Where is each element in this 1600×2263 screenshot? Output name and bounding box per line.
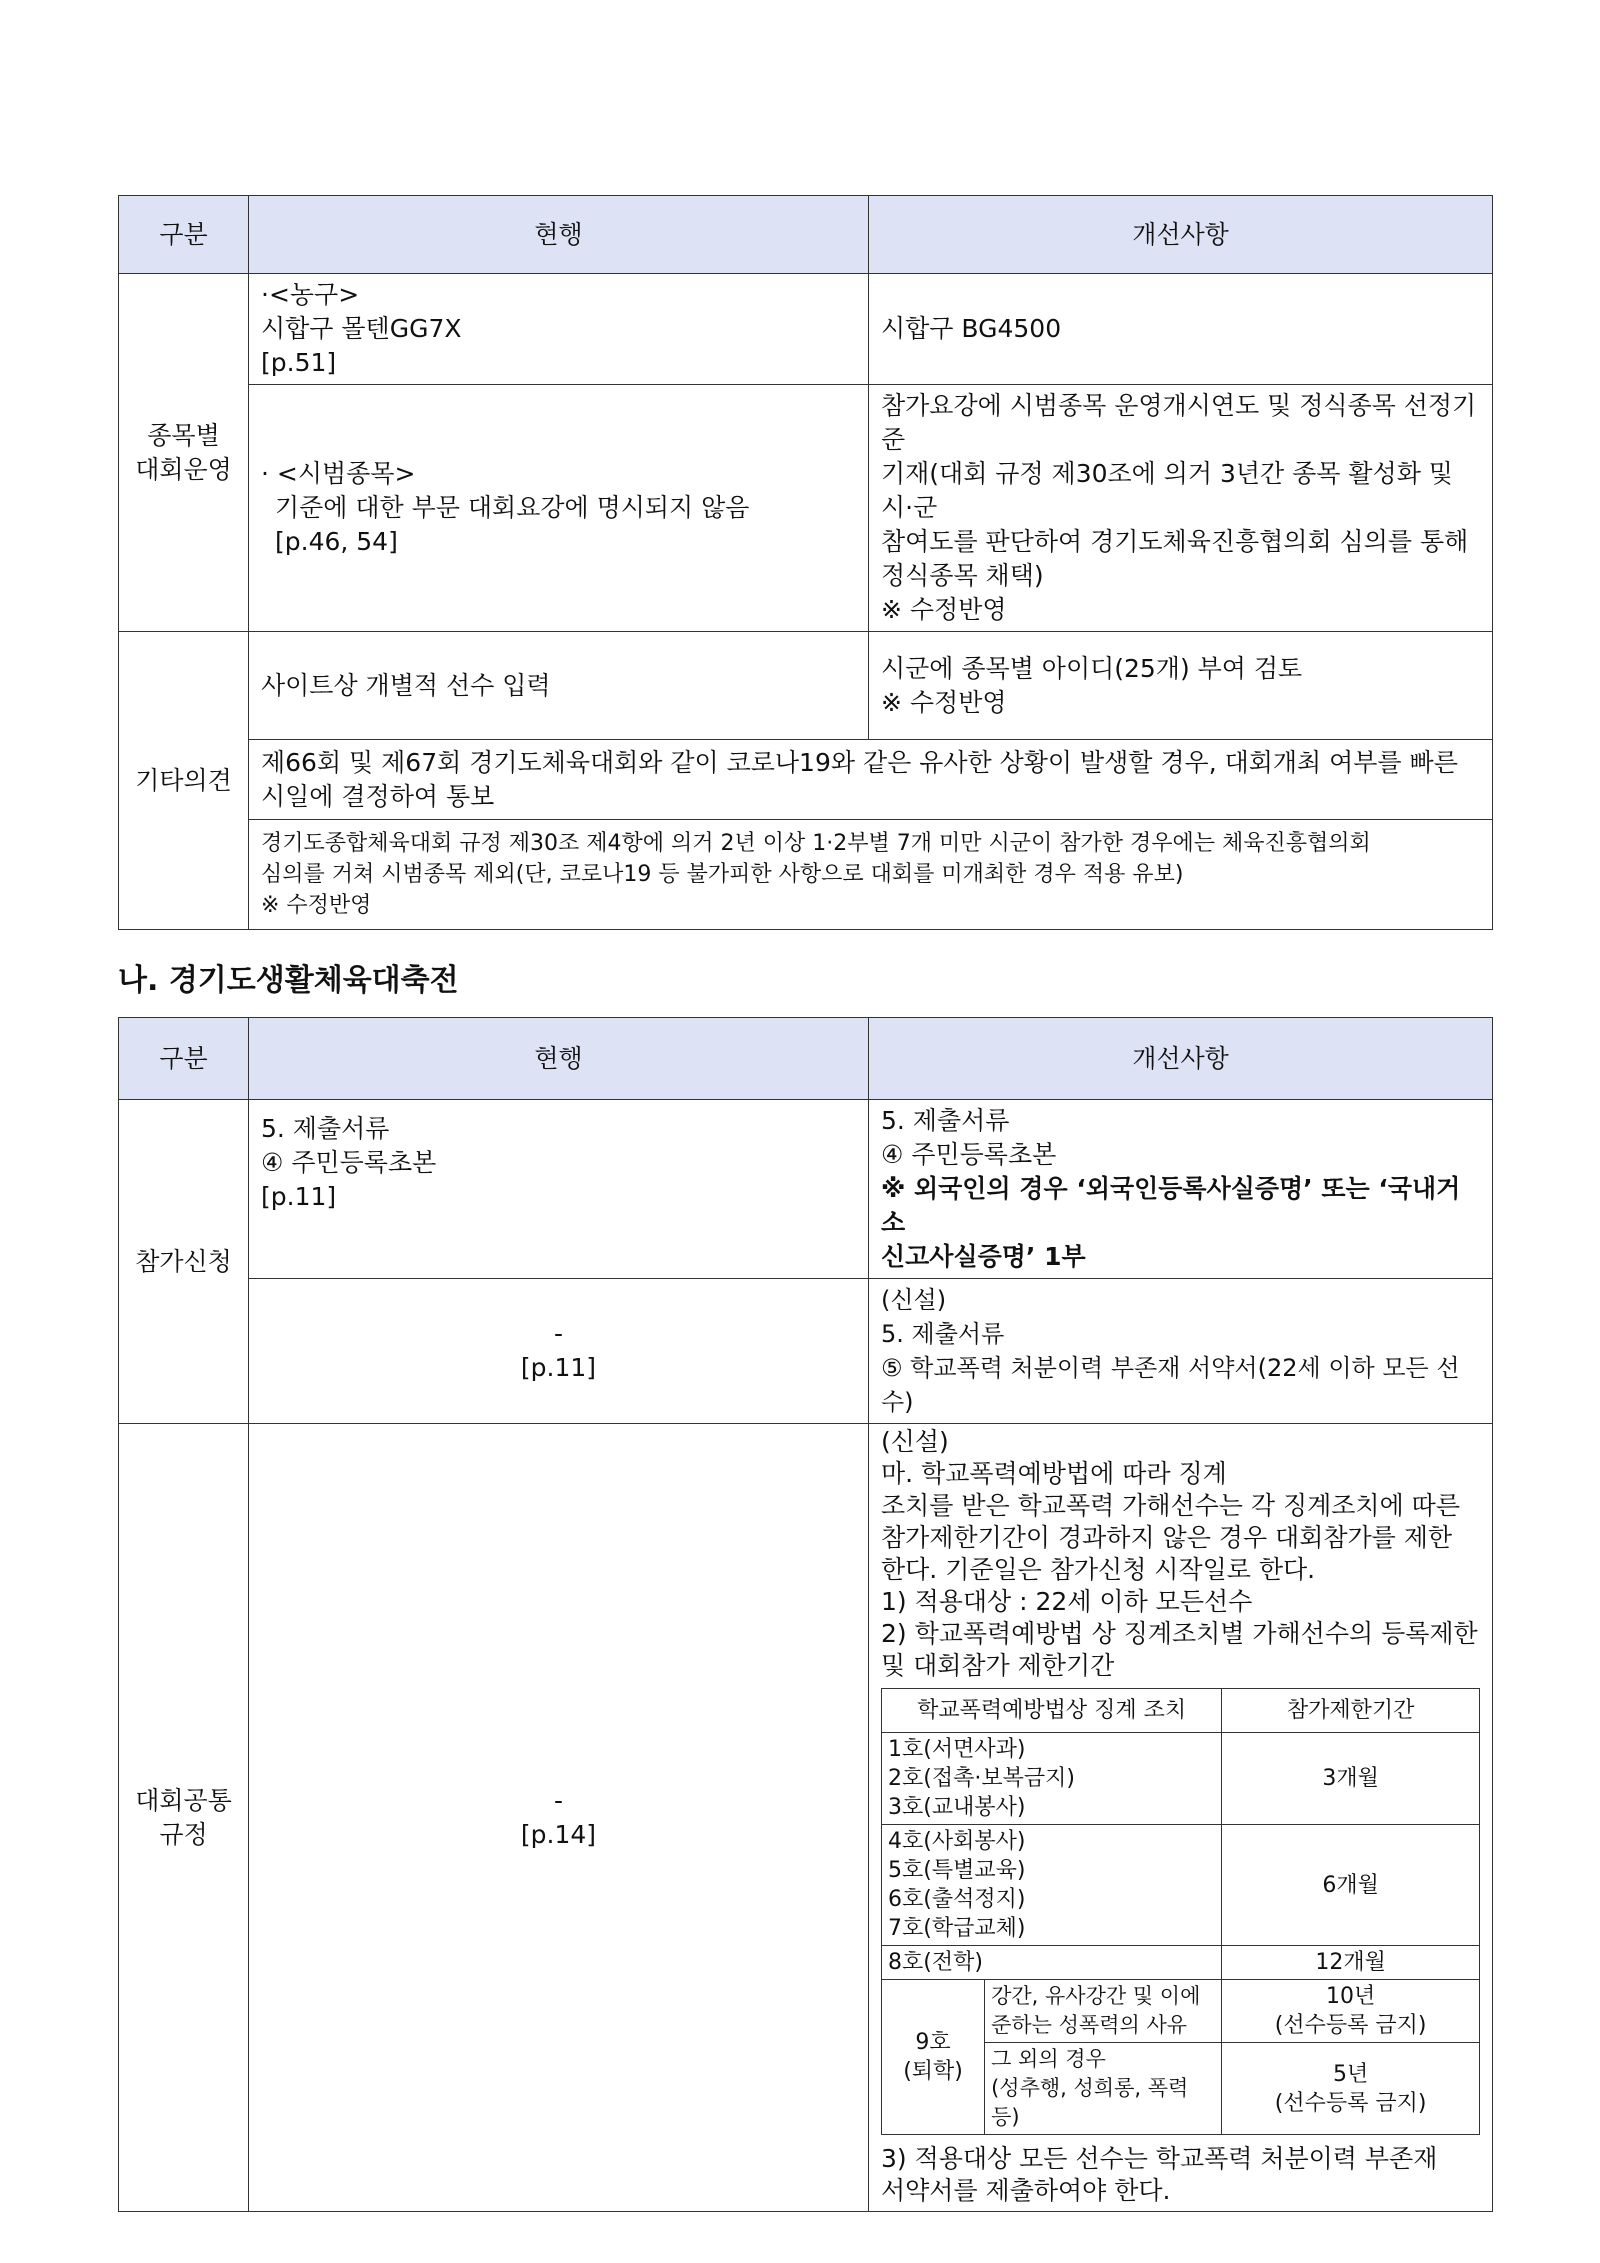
improvement-cell bbox=[869, 385, 1493, 632]
category-line: 대회공통 bbox=[135, 1785, 232, 1815]
text-line: (성추행, 성희롱, 폭력 등) bbox=[991, 2076, 1189, 2129]
text-line: ④ 주민등록초본 bbox=[261, 1148, 437, 1177]
text-line: (퇴학) bbox=[903, 2059, 963, 2084]
current-cell bbox=[249, 1424, 869, 2212]
category-event-operation bbox=[119, 274, 249, 632]
text-line: [p.46, 54] bbox=[275, 527, 398, 556]
text-line: (선수등록 금지) bbox=[1274, 2013, 1427, 2038]
text-line: ※ 수정반영 bbox=[261, 893, 372, 918]
table-row bbox=[119, 274, 1493, 385]
table-1-header-row bbox=[119, 196, 1493, 274]
text-line: [p.14] bbox=[520, 1819, 597, 1849]
text-line: 기준에 대한 부문 대회요강에 명시되지 않음 bbox=[275, 493, 750, 522]
merged-cell bbox=[249, 820, 1493, 930]
text-line: [p.11] bbox=[520, 1353, 597, 1382]
improvement-cell bbox=[869, 1100, 1493, 1279]
text-line: 시합구 BG4500 bbox=[881, 314, 1062, 343]
sanction-expulsion-label bbox=[882, 1980, 985, 2135]
text-line: 7호(학급교체) bbox=[888, 1916, 1026, 1941]
improvement-cell bbox=[869, 632, 1493, 740]
sanction-period bbox=[1222, 1980, 1480, 2043]
text-line: 준하는 성폭력의 사유 bbox=[991, 2013, 1188, 2037]
sanction-table bbox=[881, 1688, 1480, 2135]
sanction-reason bbox=[985, 1980, 1222, 2043]
text-line: (신설) bbox=[881, 1427, 949, 1456]
sanction-measure bbox=[882, 1733, 1222, 1825]
sanction-period: 12개월 bbox=[1222, 1946, 1480, 1980]
text-line: 5호(특별교육) bbox=[888, 1858, 1026, 1883]
text-line: 정식종목 채택) bbox=[881, 561, 1044, 590]
text-line: - bbox=[553, 1785, 564, 1815]
text-line: 신고사실증명’ 1부 bbox=[881, 1242, 1086, 1271]
category-line: 대회운영 bbox=[135, 454, 232, 484]
table-2 bbox=[118, 1017, 1493, 2212]
text-line: 강간, 유사강간 및 이에 bbox=[991, 1984, 1201, 2008]
text-line: 2호(접촉·보복금지) bbox=[888, 1766, 1075, 1791]
text-line: 3호(교내봉사) bbox=[888, 1795, 1026, 1820]
text-line: ④ 주민등록초본 bbox=[881, 1140, 1057, 1169]
sanction-header-row bbox=[882, 1689, 1480, 1733]
category-application: 참가신청 bbox=[119, 1100, 249, 1424]
text-line: 3) 적용대상 모든 선수는 학교폭력 처분이력 부존재 bbox=[881, 2144, 1438, 2173]
text-line: 6호(출석정지) bbox=[888, 1887, 1026, 1912]
text-line: 조치를 받은 학교폭력 가해선수는 각 징계조치에 따른 bbox=[881, 1491, 1460, 1520]
text-line: 시일에 결정하여 통보 bbox=[261, 781, 495, 811]
text-line: 시합구 몰텐GG7X bbox=[261, 314, 462, 343]
text-line: 1) 적용대상 : 22세 이하 모든선수 bbox=[881, 1587, 1253, 1616]
category-line: 규정 bbox=[159, 1819, 208, 1849]
current-cell bbox=[249, 274, 869, 385]
sanction-reason bbox=[985, 2043, 1222, 2135]
improvement-cell bbox=[869, 1424, 1493, 2212]
sanction-header-period: 참가제한기간 bbox=[1222, 1689, 1480, 1733]
sanction-measure: 8호(전학) bbox=[882, 1946, 1222, 1980]
table-row bbox=[119, 1279, 1493, 1424]
improvement-cell bbox=[869, 1279, 1493, 1424]
text-line: (신설) bbox=[881, 1286, 947, 1314]
sanction-period bbox=[1222, 2043, 1480, 2135]
text-line: 심의를 거쳐 시범종목 제외(단, 코로나19 등 불가피한 사항으로 대회를 미개최한 경우 적용 유보) bbox=[261, 862, 1184, 887]
header-improvement: 개선사항 bbox=[869, 196, 1493, 274]
text-line: 1호(서면사과) bbox=[888, 1737, 1026, 1762]
header-category: 구분 bbox=[119, 196, 249, 274]
text-line: [p.51] bbox=[261, 348, 337, 377]
text-line: 9호 bbox=[915, 2030, 951, 2055]
text-line: 경기도종합체육대회 규정 제30조 제4항에 의거 2년 이상 1·2부별 7개 미만 시군이 참가한 경우에는 체육진흥협의회 bbox=[261, 831, 1371, 856]
current-cell: 사이트상 개별적 선수 입력 bbox=[249, 632, 869, 740]
header-current: 현행 bbox=[249, 196, 869, 274]
text-line: 5. 제출서류 bbox=[881, 1106, 1010, 1135]
text-line: - bbox=[553, 1319, 564, 1348]
sanction-measure bbox=[882, 1825, 1222, 1946]
text-line: 참가제한기간이 경과하지 않은 경우 대회참가를 제한 bbox=[881, 1523, 1453, 1552]
text-line: 시군에 종목별 아이디(25개) 부여 검토 bbox=[881, 653, 1303, 683]
sanction-period: 3개월 bbox=[1222, 1733, 1480, 1825]
table-row bbox=[119, 820, 1493, 930]
text-line: 2) 학교폭력예방법 상 징계조치별 가해선수의 등록제한 bbox=[881, 1619, 1478, 1648]
text-line: ※ 수정반영 bbox=[881, 687, 1007, 717]
improvement-cell bbox=[869, 274, 1493, 385]
text-line: · <시범종목> bbox=[261, 459, 416, 488]
table-row bbox=[882, 1980, 1480, 2043]
text-line: 한다. 기준일은 참가신청 시작일로 한다. bbox=[881, 1555, 1316, 1584]
section-title: 나. 경기도생활체육대축전 bbox=[118, 963, 459, 998]
table-row bbox=[119, 1100, 1493, 1279]
text-line: 기재(대회 규정 제30조에 의거 3년간 종목 활성화 및 시·군 bbox=[881, 459, 1453, 522]
category-other-opinions: 기타의견 bbox=[119, 632, 249, 930]
text-line: ⑤ 학교폭력 처분이력 부존재 서약서(22세 이하 모든 선수) bbox=[881, 1354, 1460, 1416]
text-line: (선수등록 금지) bbox=[1274, 2090, 1427, 2116]
current-cell bbox=[249, 1279, 869, 1424]
text-line: 5년 bbox=[1332, 2061, 1369, 2087]
header-improvement: 개선사항 bbox=[869, 1018, 1493, 1100]
table-2-header-row bbox=[119, 1018, 1493, 1100]
text-line: 5. 제출서류 bbox=[881, 1320, 1005, 1348]
table-row bbox=[882, 1733, 1480, 1825]
merged-cell bbox=[249, 740, 1493, 820]
table-row bbox=[882, 1825, 1480, 1946]
text-line: 10년 bbox=[1325, 1984, 1376, 2009]
category-common-rules bbox=[119, 1424, 249, 2212]
header-current: 현행 bbox=[249, 1018, 869, 1100]
current-cell bbox=[249, 385, 869, 632]
text-line: 및 대회참가 제한기간 bbox=[881, 1651, 1115, 1680]
text-line: 서약서를 제출하여야 한다. bbox=[881, 2176, 1171, 2205]
table-row bbox=[119, 385, 1493, 632]
text-line: 마. 학교폭력예방법에 따라 징계 bbox=[881, 1459, 1227, 1488]
sanction-header-measure: 학교폭력예방법상 징계 조치 bbox=[882, 1689, 1222, 1733]
table-row bbox=[119, 632, 1493, 740]
text-line: ※ 외국인의 경우 ‘외국인등록사실증명’ 또는 ‘국내거소 bbox=[881, 1174, 1461, 1237]
text-line: ·<농구> bbox=[261, 280, 360, 309]
text-line: 4호(사회봉사) bbox=[888, 1829, 1026, 1854]
table-row bbox=[882, 1946, 1480, 1980]
text-line: ※ 수정반영 bbox=[881, 595, 1007, 624]
text-line: 5. 제출서류 bbox=[261, 1114, 390, 1143]
category-line: 종목별 bbox=[147, 420, 220, 450]
table-1 bbox=[118, 195, 1493, 930]
sanction-period: 6개월 bbox=[1222, 1825, 1480, 1946]
text-line: 참가요강에 시범종목 운영개시연도 및 정식종목 선정기준 bbox=[881, 391, 1477, 454]
text-line: 참여도를 판단하여 경기도체육진흥협의회 심의를 통해 bbox=[881, 527, 1469, 556]
text-line: [p.11] bbox=[261, 1182, 337, 1211]
current-cell bbox=[249, 1100, 869, 1279]
header-category: 구분 bbox=[119, 1018, 249, 1100]
text-line: 그 외의 경우 bbox=[991, 2047, 1106, 2071]
table-row bbox=[119, 1424, 1493, 2212]
text-line: 제66회 및 제67회 경기도체육대회와 같이 코로나19와 같은 유사한 상황이 발생할 경우, 대회개최 여부를 빠른 bbox=[261, 747, 1458, 777]
table-row bbox=[119, 740, 1493, 820]
